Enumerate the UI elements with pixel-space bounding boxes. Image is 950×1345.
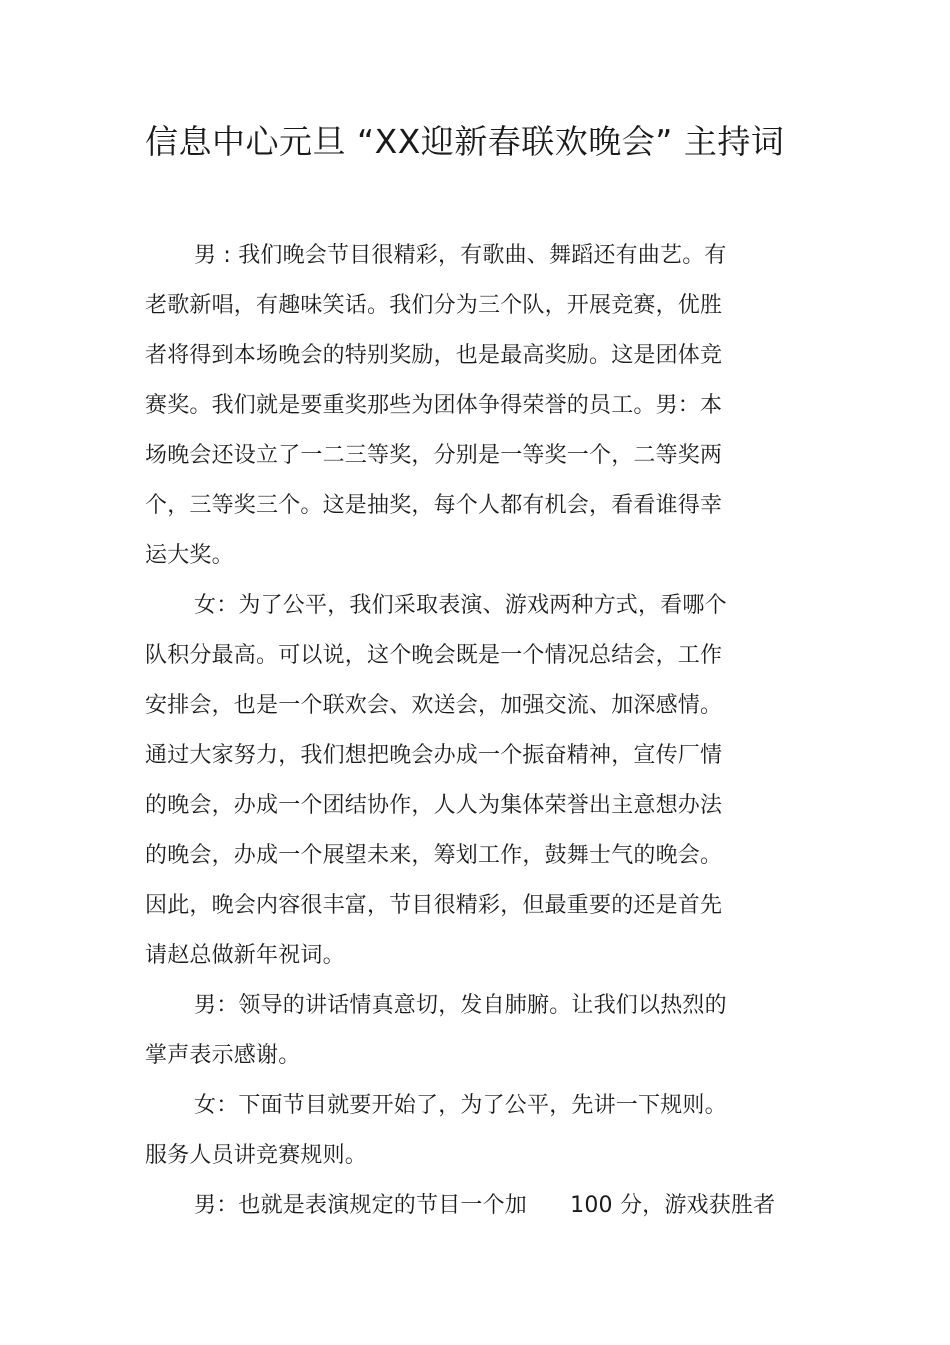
paragraph-line: 安排会，也是一个联欢会、欢送会，加强交流、加深感情。 <box>145 693 723 718</box>
paragraph-line: 服务人员讲竞赛规则。 <box>145 1143 368 1168</box>
paragraph-line: 男：领导的讲话情真意切，发自肺腑。让我们以热烈的 <box>194 993 727 1018</box>
paragraph-line: 因此，晚会内容很丰富，节目很精彩，但最重要的还是首先 <box>145 893 723 918</box>
paragraph-line: 男 : 我们晚会节目很精彩，有歌曲、舞蹈还有曲艺。有 <box>194 243 727 268</box>
paragraph-line: 女：为了公平，我们采取表演、游戏两种方式，看哪个 <box>194 593 727 618</box>
paragraph-line: 通过大家努力，我们想把晚会办成一个振奋精神，宣传厂情 <box>145 743 723 768</box>
paragraph-line: 女：下面节目就要开始了，为了公平，先讲一下规则。 <box>194 1093 727 1118</box>
paragraph-line: 者将得到本场晚会的特别奖励，也是最高奖励。这是团体竞 <box>145 343 723 368</box>
paragraph-line: 男：也就是表演规定的节目一个加 100 分，游戏获胜者 <box>194 1193 776 1218</box>
paragraph-line: 个，三等奖三个。这是抽奖，每个人都有机会，看看谁得幸 <box>145 493 723 518</box>
paragraph-line: 请赵总做新年祝词。 <box>145 943 345 968</box>
paragraph-line: 场晚会还设立了一二三等奖，分别是一等奖一个，二等奖两 <box>145 443 723 468</box>
paragraph-line: 运大奖。 <box>145 543 234 568</box>
paragraph-line: 的晚会，办成一个团结协作，人人为集体荣誉出主意想办法 <box>145 793 723 818</box>
paragraph-line: 掌声表示感谢。 <box>145 1043 301 1068</box>
paragraph-line: 赛奖。我们就是要重奖那些为团体争得荣誉的员工。男：本 <box>145 393 723 418</box>
paragraph-line: 队积分最高。可以说，这个晚会既是一个情况总结会，工作 <box>145 643 723 668</box>
paragraph-line: 的晚会，办成一个展望未来，筹划工作，鼓舞士气的晚会。 <box>145 843 723 868</box>
document-title: 信息中心元旦 “XX迎新春联欢晚会” 主持词 <box>145 122 785 161</box>
paragraph-line: 老歌新唱，有趣味笑话。我们分为三个队，开展竞赛，优胜 <box>145 293 723 318</box>
